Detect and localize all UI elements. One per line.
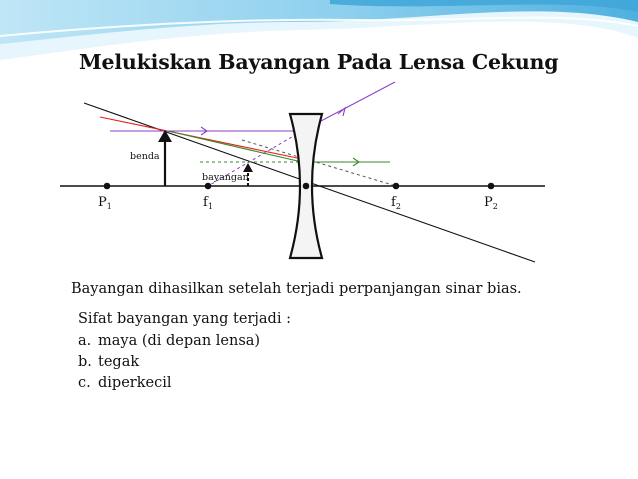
list-item [78, 373, 291, 394]
caption: Bayangan dihasilkan setelah terjadi perpanjangan sinar bias. [71, 281, 522, 297]
list-marker: b. [78, 354, 92, 370]
ray-f2-dashed [242, 140, 396, 186]
point-P1 [104, 183, 111, 190]
properties-heading: Sifat bayangan yang terjadi : [78, 311, 291, 327]
properties-list [78, 331, 291, 394]
label-f1: $f_1$ [203, 195, 213, 211]
list-marker: c. [78, 375, 91, 391]
list-item-text: diperkecil [98, 375, 172, 391]
list-item [78, 352, 291, 373]
list-item-text: maya (di depan lensa) [98, 333, 261, 349]
point-f2 [393, 183, 400, 190]
ray-green-incident [168, 131, 302, 162]
label-image: bayangan [202, 172, 249, 183]
label-object: benda [130, 151, 160, 162]
label-f2: $f_2$ [391, 195, 401, 211]
image-properties [78, 309, 291, 394]
label-P1: $P_1$ [98, 195, 112, 211]
point-P2 [488, 183, 495, 190]
list-item [78, 331, 291, 352]
point-center [303, 183, 310, 190]
list-marker: a. [78, 333, 92, 349]
list-item-text: tegak [98, 354, 140, 370]
point-f1 [205, 183, 212, 190]
label-P2: $P_2$ [484, 195, 498, 211]
slide-title: Melukiskan Bayangan Pada Lensa Cekung [79, 50, 559, 74]
